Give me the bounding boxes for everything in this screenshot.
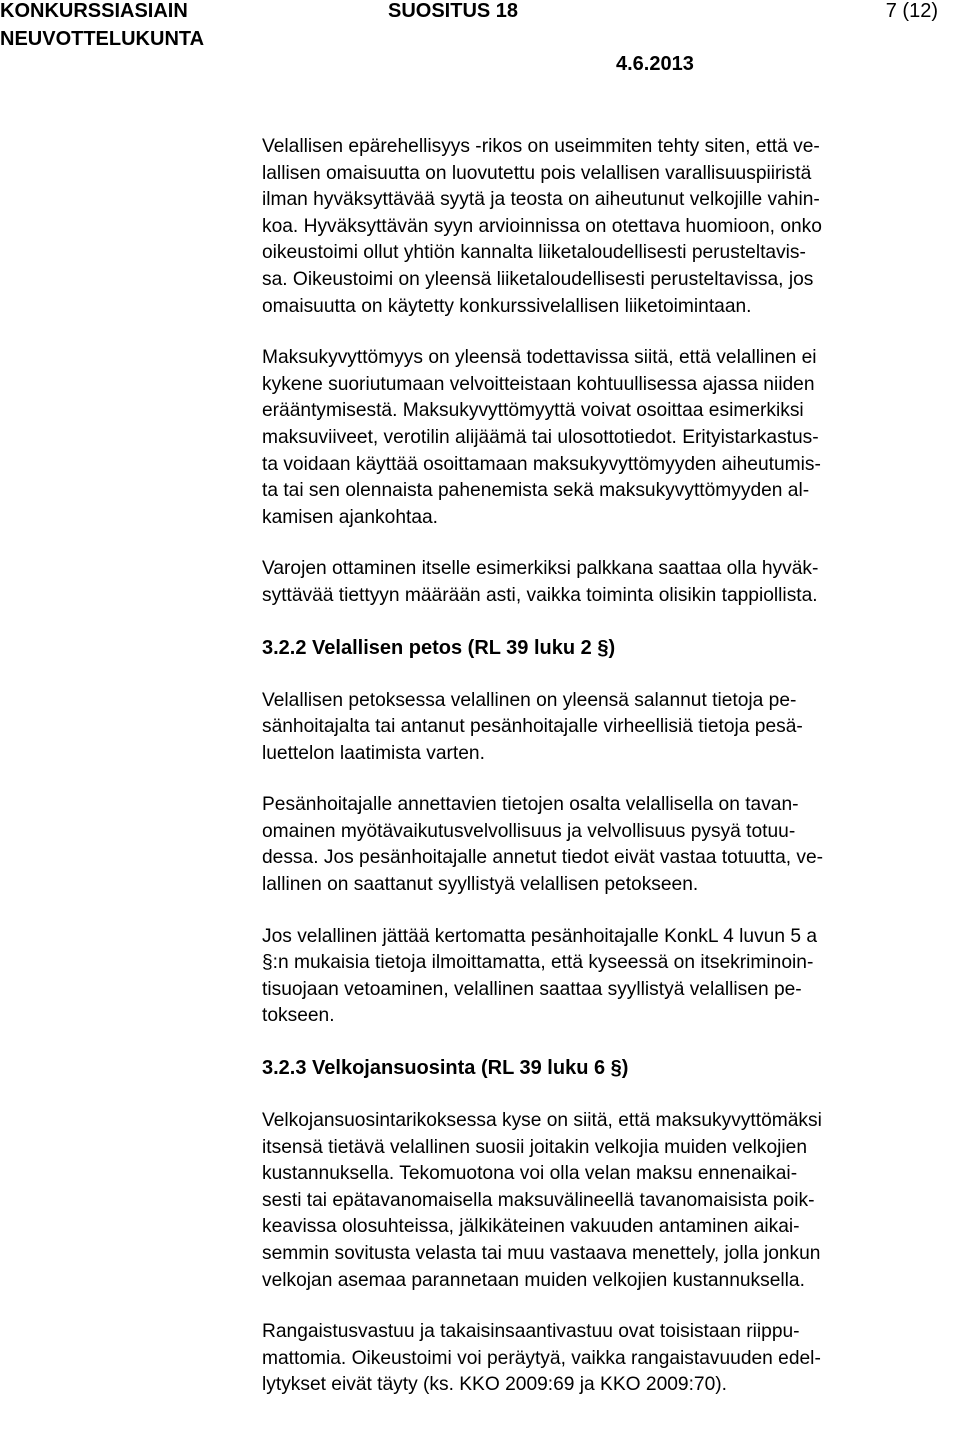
paragraph-line: Pesänhoitajalle annettavien tietojen osalta velallisella on tavan- — [262, 794, 799, 816]
paragraph-line: omainen myötävaikutusvelvollisuus ja velvollisuus pysyä totuu- — [262, 820, 796, 842]
paragraph — [262, 1108, 958, 1294]
paragraph-line: sesti tai epätavanomaisella maksuvälineellä tavanomaisista poik- — [262, 1189, 815, 1211]
paragraph-line: Varojen ottaminen itselle esimerkiksi palkkana saattaa olla hyväk- — [262, 558, 819, 580]
document-title: SUOSITUS 18 — [388, 0, 519, 22]
paragraph-line: sa. Oikeustoimi on yleensä liiketaloudellisesti perusteltavissa, jos — [262, 268, 814, 290]
paragraph — [262, 134, 958, 320]
paragraph-line: Velkojansuosintarikoksessa kyse on siitä, että maksukyvyttömäksi — [262, 1110, 822, 1132]
paragraph — [262, 688, 958, 768]
paragraph-line: tisuojaan vetoaminen, velallinen saattaa syyllistyä velallisen pe- — [262, 978, 802, 1000]
paragraph-line: Maksukyvyttömyys on yleensä todettavissa siitä, että velallinen ei — [262, 347, 817, 369]
paragraph-line: lallisen omaisuutta on luovutettu pois velallisen varallisuuspiiristä — [262, 162, 812, 184]
document-date: 4.6.2013 — [616, 53, 694, 75]
paragraph-line: Jos velallinen jättää kertomatta pesänhoitajalle KonkL 4 luvun 5 a — [262, 925, 818, 947]
organization-name-line1: KONKURSSIASIAIN — [0, 0, 188, 22]
paragraph-line: §:n mukaisia tietoja ilmoittamatta, että kyseessä on itsekriminoin- — [262, 952, 814, 974]
paragraph-line: kykene suoriutumaan velvoitteistaan kohtuullisessa ajassa niiden — [262, 373, 815, 395]
paragraph-line: keavissa olosuhteissa, jälkikäteinen vakuuden antaminen aikai- — [262, 1216, 800, 1238]
paragraph-line: lallinen on saattanut syyllistyä velallisen petokseen. — [262, 874, 699, 896]
section-heading: 3.2.2 Velallisen petos (RL 39 luku 2 §) — [262, 636, 616, 659]
paragraph-line: kustannuksella. Tekomuotona voi olla velan maksu ennenaikai- — [262, 1163, 798, 1185]
paragraph-line: syttävää tiettyyn määrään asti, vaikka toiminta olisikin tappiollista. — [262, 584, 818, 606]
paragraph-line: koa. Hyväksyttävän syyn arvioinnissa on otettava huomioon, onko — [262, 215, 822, 237]
paragraph — [262, 792, 958, 898]
paragraph-line: semmin sovitusta velasta tai muu vastaava menettely, jolla jonkun — [262, 1243, 821, 1264]
organization-name-line2: NEUVOTTELUKUNTA — [0, 28, 205, 50]
paragraph-line: Velallisen petoksessa velallinen on yleensä salannut tietoja pe- — [262, 689, 797, 711]
paragraph-line: mattomia. Oikeustoimi voi peräytyä, vaikka rangaistavuuden edel- — [262, 1347, 821, 1369]
paragraph-line: tokseen. — [262, 1005, 335, 1027]
paragraph-line: kamisen ajankohtaa. — [262, 506, 438, 528]
paragraph-line: maksuviiveet, verotilin alijäämä tai ulosottotiedot. Erityistarkastus- — [262, 426, 819, 448]
paragraph-line: dessa. Jos pesänhoitajalle annetut tiedot eivät vastaa totuutta, ve- — [262, 847, 824, 869]
paragraph-line: itsensä tietävä velallinen suosii joitakin velkojia muiden velkojien — [262, 1136, 808, 1158]
paragraph-line: ilman hyväksyttävää syytä ja teosta on aiheutunut velkojille vahin- — [262, 189, 820, 211]
paragraph-line: sänhoitajalta tai antanut pesänhoitajalle virheellisiä tietoja pesä- — [262, 716, 803, 738]
page-number: 7 (12) — [885, 0, 938, 22]
paragraph — [262, 924, 958, 1030]
paragraph-line: Velallisen epärehellisyys -rikos on useimmiten tehty siten, että ve- — [262, 136, 820, 157]
paragraph — [262, 345, 958, 531]
section-heading: 3.2.3 Velkojansuosinta (RL 39 luku 6 §) — [262, 1057, 629, 1080]
paragraph-line: ta tai sen olennaista pahenemista sekä maksukyvyttömyyden al- — [262, 480, 810, 502]
paragraph — [262, 1319, 958, 1399]
paragraph-line: omaisuutta on käytetty konkurssivelallisen liiketoimintaan. — [262, 295, 752, 317]
paragraph-line: luettelon laatimista varten. — [262, 742, 485, 764]
paragraph-line: ta voidaan käyttää osoittamaan maksukyvyttömyyden aiheutumis- — [262, 453, 821, 475]
document-body — [262, 134, 958, 1424]
paragraph-line: erääntymisestä. Maksukyvyttömyyttä voivat osoittaa esimerkiksi — [262, 400, 804, 422]
paragraph-line: Rangaistusvastuu ja takaisinsaantivastuu ovat toisistaan riippu- — [262, 1321, 800, 1343]
paragraph-line: oikeustoimi ollut yhtiön kannalta liiketaloudellisesti perusteltavis- — [262, 242, 806, 264]
paragraph-line: lytykset eivät täyty (ks. KKO 2009:69 ja KKO 2009:70). — [262, 1374, 727, 1396]
paragraph — [262, 556, 958, 609]
paragraph-line: velkojan asemaa parannetaan muiden velkojien kustannuksella. — [262, 1269, 805, 1291]
